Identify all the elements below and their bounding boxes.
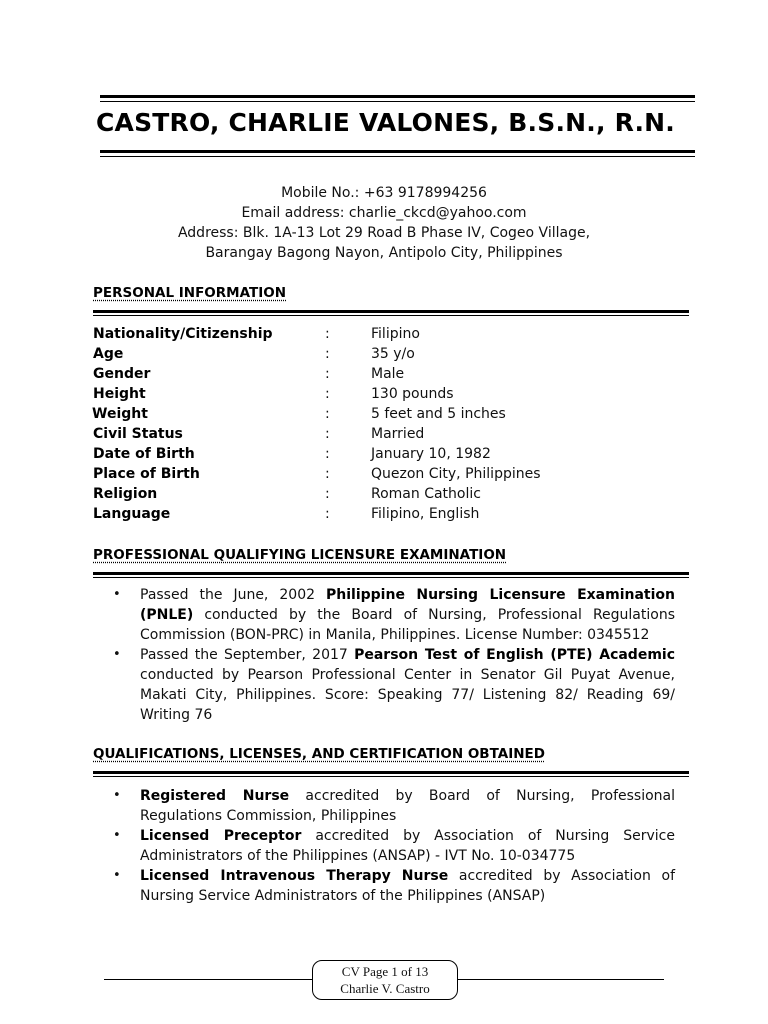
personal-info-label: Place of Birth [93,466,200,482]
personal-info-value: 35 y/o [371,346,415,362]
list-item: • Passed the June, 2002 Philippine Nursing Licensure Examination (PNLE) conducted by the Board of Nursing, Professional Regulations Commission (BON-PRC) in Manila, Philippines. License Number: 0345512 [113,587,676,643]
licensure-list [113,585,675,725]
personal-info-colon: : [325,386,330,402]
personal-info-value: 130 pounds [371,386,454,402]
bullet-icon: • [113,828,121,843]
personal-info-row [93,426,693,446]
bullet-icon: • [113,788,121,803]
bullet-icon: • [113,868,121,883]
footer-rule-left [104,979,312,980]
contact-mobile: Mobile No.: +63 9178994256 [281,185,487,201]
bullet-icon: • [113,587,121,602]
section-title-qualifications: QUALIFICATIONS, LICENSES, AND CERTIFICATION OBTAINED [93,746,545,762]
personal-info-value: Male [371,366,405,382]
header-bottom-rule-thick [100,150,695,153]
personal-info-value: Filipino [371,326,420,342]
section-title-personal: PERSONAL INFORMATION [93,285,287,301]
personal-info-label: Religion [93,486,158,502]
personal-info-label: Civil Status [93,426,183,442]
personal-info-colon: : [325,486,330,502]
candidate-name: CASTRO, CHARLIE VALONES, B.S.N., R.N. [96,108,675,137]
list-item: • Passed the September, 2017 Pearson Test of English (PTE) Academic conducted by Pearson Professional Center in Senator Gil Puyat Avenue, Makati City, Philippines. Score: Speaking 77/ Listening 82/ Reading 69/ Writing 76 [113,647,676,723]
list-item: • Registered Nurse accredited by Board of Nursing, Professional Regulations Commission, Philippines [113,788,676,824]
personal-info-row [93,506,693,526]
personal-info-label: Gender [93,366,151,382]
footer-page-box [312,960,458,1000]
personal-info-colon: : [325,506,330,522]
personal-info-colon: : [325,406,330,422]
personal-info-colon: : [325,446,330,462]
personal-info-value: Roman Catholic [371,486,481,502]
personal-info-row [93,386,693,406]
personal-info-value: Filipino, English [371,506,480,522]
personal-info-row [93,406,693,426]
header-top-rule-thin [100,101,695,102]
header-bottom-rule-thin [100,156,695,157]
qualifications-list [113,786,675,906]
footer-page-number: CV Page 1 of 13 [341,964,429,979]
personal-info-value: January 10, 1982 [371,446,491,462]
personal-info-row [93,466,693,486]
header-top-rule-thick [100,95,695,98]
personal-info-colon: : [325,426,330,442]
personal-info-row [93,326,693,346]
personal-info-value: Quezon City, Philippines [371,466,541,482]
section-title-licensure: PROFESSIONAL QUALIFYING LICENSURE EXAMINATION [93,547,507,563]
personal-info-colon: : [325,366,330,382]
personal-info-row [93,346,693,366]
personal-info-label: Age [93,346,124,362]
list-item: • Licensed Intravenous Therapy Nurse accredited by Association of Nursing Service Administrators of the Philippines (ANSAP) [113,868,676,904]
personal-info-label: Language [93,506,171,522]
footer-rule-right [457,979,664,980]
personal-info-row [93,446,693,466]
personal-info-colon: : [325,346,330,362]
personal-info-label: Height [93,386,146,402]
contact-address-line-1: Address: Blk. 1A-13 Lot 29 Road B Phase IV, Cogeo Village, [177,225,591,241]
personal-info-value: 5 feet and 5 inches [371,406,506,422]
list-item: • Licensed Preceptor accredited by Association of Nursing Service Administrators of the Philippines (ANSAP) - IVT No. 10-034775 [113,828,675,864]
personal-info-label: Nationality/Citizenship [93,326,273,342]
personal-info-value: Married [371,426,425,442]
footer-author: Charlie V. Castro [340,981,430,996]
personal-info-row [93,366,693,386]
personal-info-label: Weight [92,406,148,422]
contact-address-line-2: Barangay Bagong Nayon, Antipolo City, Philippines [205,245,563,261]
personal-info-colon: : [325,326,330,342]
personal-info-row [93,486,693,506]
contact-email: Email address: charlie_ckcd@yahoo.com [241,205,527,221]
bullet-icon: • [113,647,121,662]
personal-info-colon: : [325,466,330,482]
personal-info-label: Date of Birth [93,446,195,462]
